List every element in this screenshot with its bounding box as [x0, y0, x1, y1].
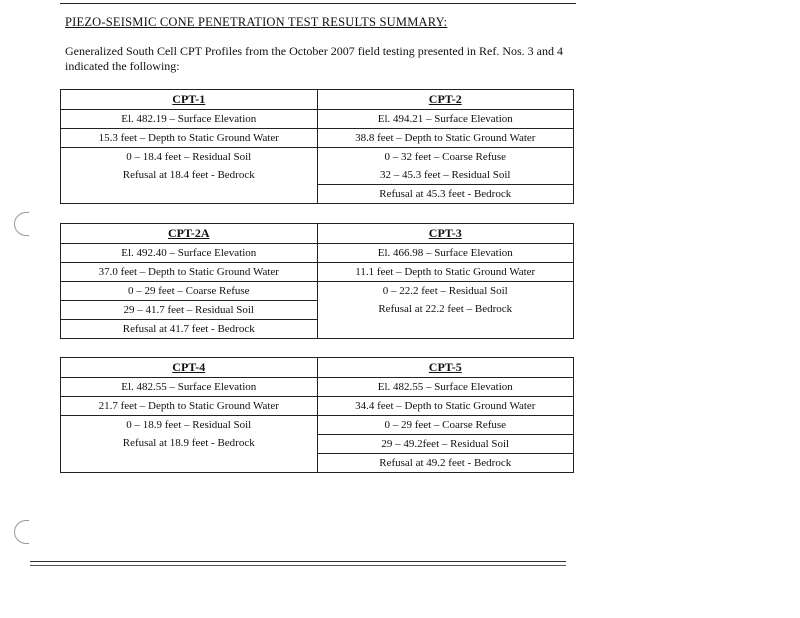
document-heading: PIEZO-SEISMIC CONE PENETRATION TEST RESULTS SUMMARY:	[65, 15, 448, 29]
layer-residual-soil: 29 – 41.7 feet – Residual Soil	[61, 300, 317, 319]
surface-elevation: El. 494.21 – Surface Elevation	[377, 113, 513, 125]
cpt-name: CPT-1	[61, 90, 318, 110]
refusal-bedrock: Refusal at 45.3 feet - Bedrock	[318, 184, 574, 203]
ground-water-depth: 34.4 feet – Depth to Static Ground Water	[318, 396, 574, 415]
layer-residual-soil: 32 – 45.3 feet – Residual Soil	[380, 169, 511, 181]
ground-water-depth: 15.3 feet – Depth to Static Ground Water	[61, 128, 317, 147]
bottom-rule	[30, 561, 566, 562]
layer-residual-soil: 0 – 18.4 feet – Residual Soil	[61, 147, 317, 166]
binder-hole-mark	[14, 212, 29, 236]
surface-elevation: El. 466.98 – Surface Elevation	[377, 247, 513, 259]
cpt-name: CPT-3	[317, 224, 574, 244]
ground-water-depth: 21.7 feet – Depth to Static Ground Water	[61, 396, 317, 415]
refusal-bedrock: Refusal at 41.7 feet - Bedrock	[61, 319, 317, 338]
surface-elevation: El. 482.55 – Surface Elevation	[121, 381, 257, 393]
layer-coarse-refuse: 0 – 29 feet – Coarse Refuse	[318, 415, 574, 434]
cpt-details-right	[317, 378, 574, 473]
layer-residual-soil: 0 – 18.9 feet – Residual Soil	[61, 415, 317, 434]
cpt-details-left	[61, 244, 318, 339]
layer-residual-soil: 0 – 22.2 feet – Residual Soil	[318, 281, 574, 300]
cpt-name: CPT-2A	[61, 224, 318, 244]
cpt-details-left	[61, 110, 318, 204]
surface-elevation: El. 482.55 – Surface Elevation	[377, 381, 513, 393]
cpt-details-right	[317, 244, 574, 339]
cpt-name: CPT-2	[317, 90, 574, 110]
refusal-bedrock: Refusal at 22.2 feet – Bedrock	[378, 303, 513, 315]
ground-water-depth: 11.1 feet – Depth to Static Ground Water	[318, 262, 574, 281]
intro-paragraph: Generalized South Cell CPT Profiles from the October 2007 field testing presented in Ref. Nos. 3 and 4 indicated the following:	[65, 44, 564, 73]
ground-water-depth: 37.0 feet – Depth to Static Ground Water	[61, 262, 317, 281]
surface-elevation: El. 492.40 – Surface Elevation	[121, 247, 257, 259]
top-rule	[60, 3, 576, 4]
cpt-table-3	[60, 357, 574, 473]
layer-coarse-refuse: 0 – 29 feet – Coarse Refuse	[61, 281, 317, 300]
cpt-table-1	[60, 89, 574, 204]
ground-water-depth: 38.8 feet – Depth to Static Ground Water	[318, 128, 574, 147]
cpt-name: CPT-4	[61, 358, 318, 378]
cpt-details-left	[61, 378, 318, 473]
cpt-name: CPT-5	[317, 358, 574, 378]
cpt-details-right	[317, 110, 574, 204]
refusal-bedrock: Refusal at 18.9 feet - Bedrock	[122, 437, 255, 449]
layer-residual-soil: 29 – 49.2feet – Residual Soil	[318, 434, 574, 453]
refusal-bedrock: Refusal at 18.4 feet - Bedrock	[122, 169, 255, 181]
cpt-table-2	[60, 223, 574, 339]
bottom-rule	[30, 565, 566, 566]
binder-hole-mark	[14, 520, 29, 544]
surface-elevation: El. 482.19 – Surface Elevation	[121, 113, 257, 125]
layer-coarse-refuse: 0 – 32 feet – Coarse Refuse	[318, 147, 574, 166]
refusal-bedrock: Refusal at 49.2 feet - Bedrock	[318, 453, 574, 472]
